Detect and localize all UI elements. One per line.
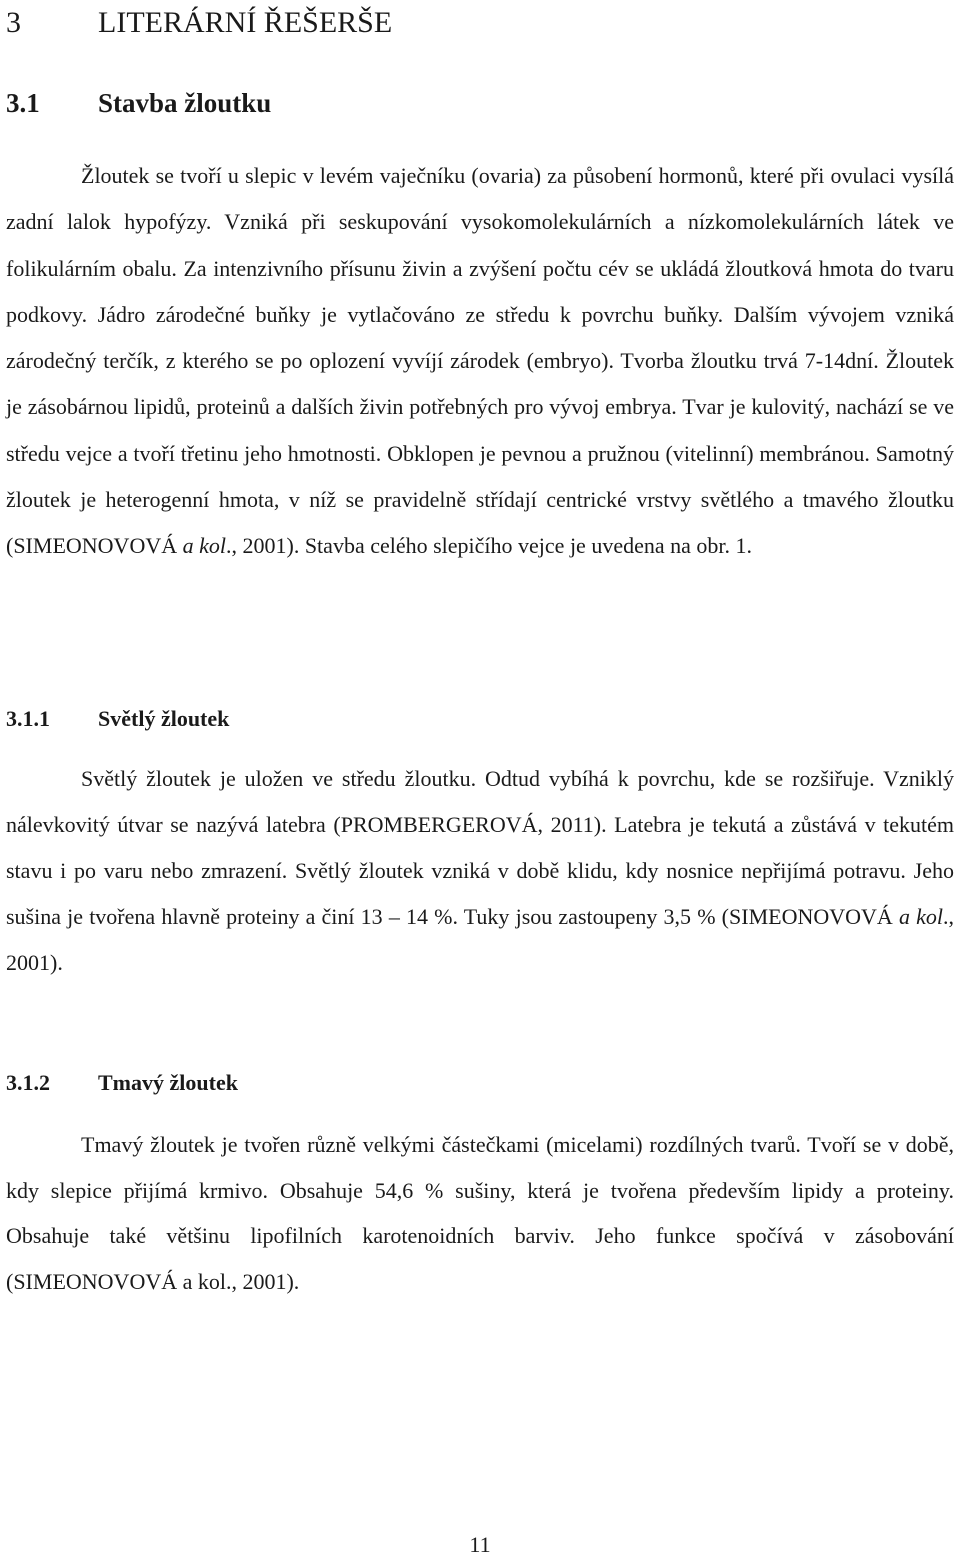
chapter-heading (6, 4, 392, 42)
subsection-number: 3.1.2 (6, 1070, 50, 1095)
chapter-number: 3 (6, 6, 21, 39)
paragraph-light-yolk (6, 756, 954, 986)
citation-italic: a (182, 533, 194, 559)
paragraph-text-end: ., 2001). (6, 904, 954, 976)
citation-italic: kol (199, 533, 226, 559)
paragraph-dark-yolk (6, 1122, 954, 1304)
section-heading (6, 86, 271, 120)
chapter-title: LITERÁRNÍ ŘEŠERŠE (98, 6, 393, 39)
subsection-heading-light-yolk (6, 704, 229, 734)
paragraph-text: Žloutek se tvoří u slepic v levém vaječníku (ovaria) za působení hormonů, které při ovulaci vysílá zadní lalok hypofýzy. Vzniká při seskupování vysokomolekulárních a nízkomolekulárních látek ve folikulárním obalu. Za intenzivního přísunu živin a zvýšení počtu cév se ukládá žloutková hmota do tvaru podkovy. Jádro zárodečné buňky je vytlačováno ze středu k povrchu buňky. Dalším vývojem vzniká zárodečný terčík, z kterého se po oplození vyvíjí zárodek (embryo). Tvorba žloutku trvá 7-14dní. Žloutek je zásobárnou lipidů, proteinů a dalších živin potřebných pro vývoj embrya. Tvar je kulovitý, nachází se ve středu vejce a tvoří třetinu jeho hmotnosti. Obklopen je pevnou a pružnou (vitelinní) membránou. Samotný žloutek je heterogenní hmota, v níž se pravidelně střídají centrické vrstvy světlého a tmavého žloutku (SIMEONOVOVÁ (6, 163, 954, 559)
subsection-heading-dark-yolk (6, 1068, 238, 1098)
paragraph-yolk-structure (6, 153, 954, 570)
subsection-number: 3.1.1 (6, 706, 50, 731)
section-title: Stavba žloutku (98, 88, 272, 118)
section-number: 3.1 (6, 88, 40, 118)
citation-italic: a kol (898, 904, 943, 930)
paragraph-text: Světlý žloutek je uložen ve středu žloutku. Odtud vybíhá k povrchu, kde se rozšiřuje. Vzniklý nálevkovitý útvar se nazývá latebra (PROMBERGEROVÁ, 2011). Latebra je tekutá a zůstává v tekutém stavu i po varu nebo zmrazení. Světlý žloutek vzniká v době klidu, kdy nosnice nepřijímá potravu. Jeho sušina je tvořena hlavně proteiny a činí 13 – 14 %. Tuky jsou zastoupeny 3,5 % (SIMEONOVOVÁ (6, 766, 954, 930)
paragraph-text: Tmavý žloutek je tvořen různě velkými částečkami (micelami) rozdílných tvarů. Tvoří se v době, kdy slepice přijímá krmivo. Obsahuje 54,6 % sušiny, která je tvořena především lipidy a proteiny. Obsahuje také většinu lipofilních karotenoidních barviv. Jeho funkce spočívá v zásobování (SIMEONOVOVÁ a kol., 2001). (6, 1132, 954, 1294)
subsection-title: Světlý žloutek (98, 706, 230, 731)
page-number: 11 (469, 1532, 491, 1557)
subsection-title: Tmavý žloutek (98, 1070, 238, 1095)
paragraph-text-end: ., 2001). Stavba celého slepičího vejce je uvedena na obr. 1. (226, 533, 752, 559)
